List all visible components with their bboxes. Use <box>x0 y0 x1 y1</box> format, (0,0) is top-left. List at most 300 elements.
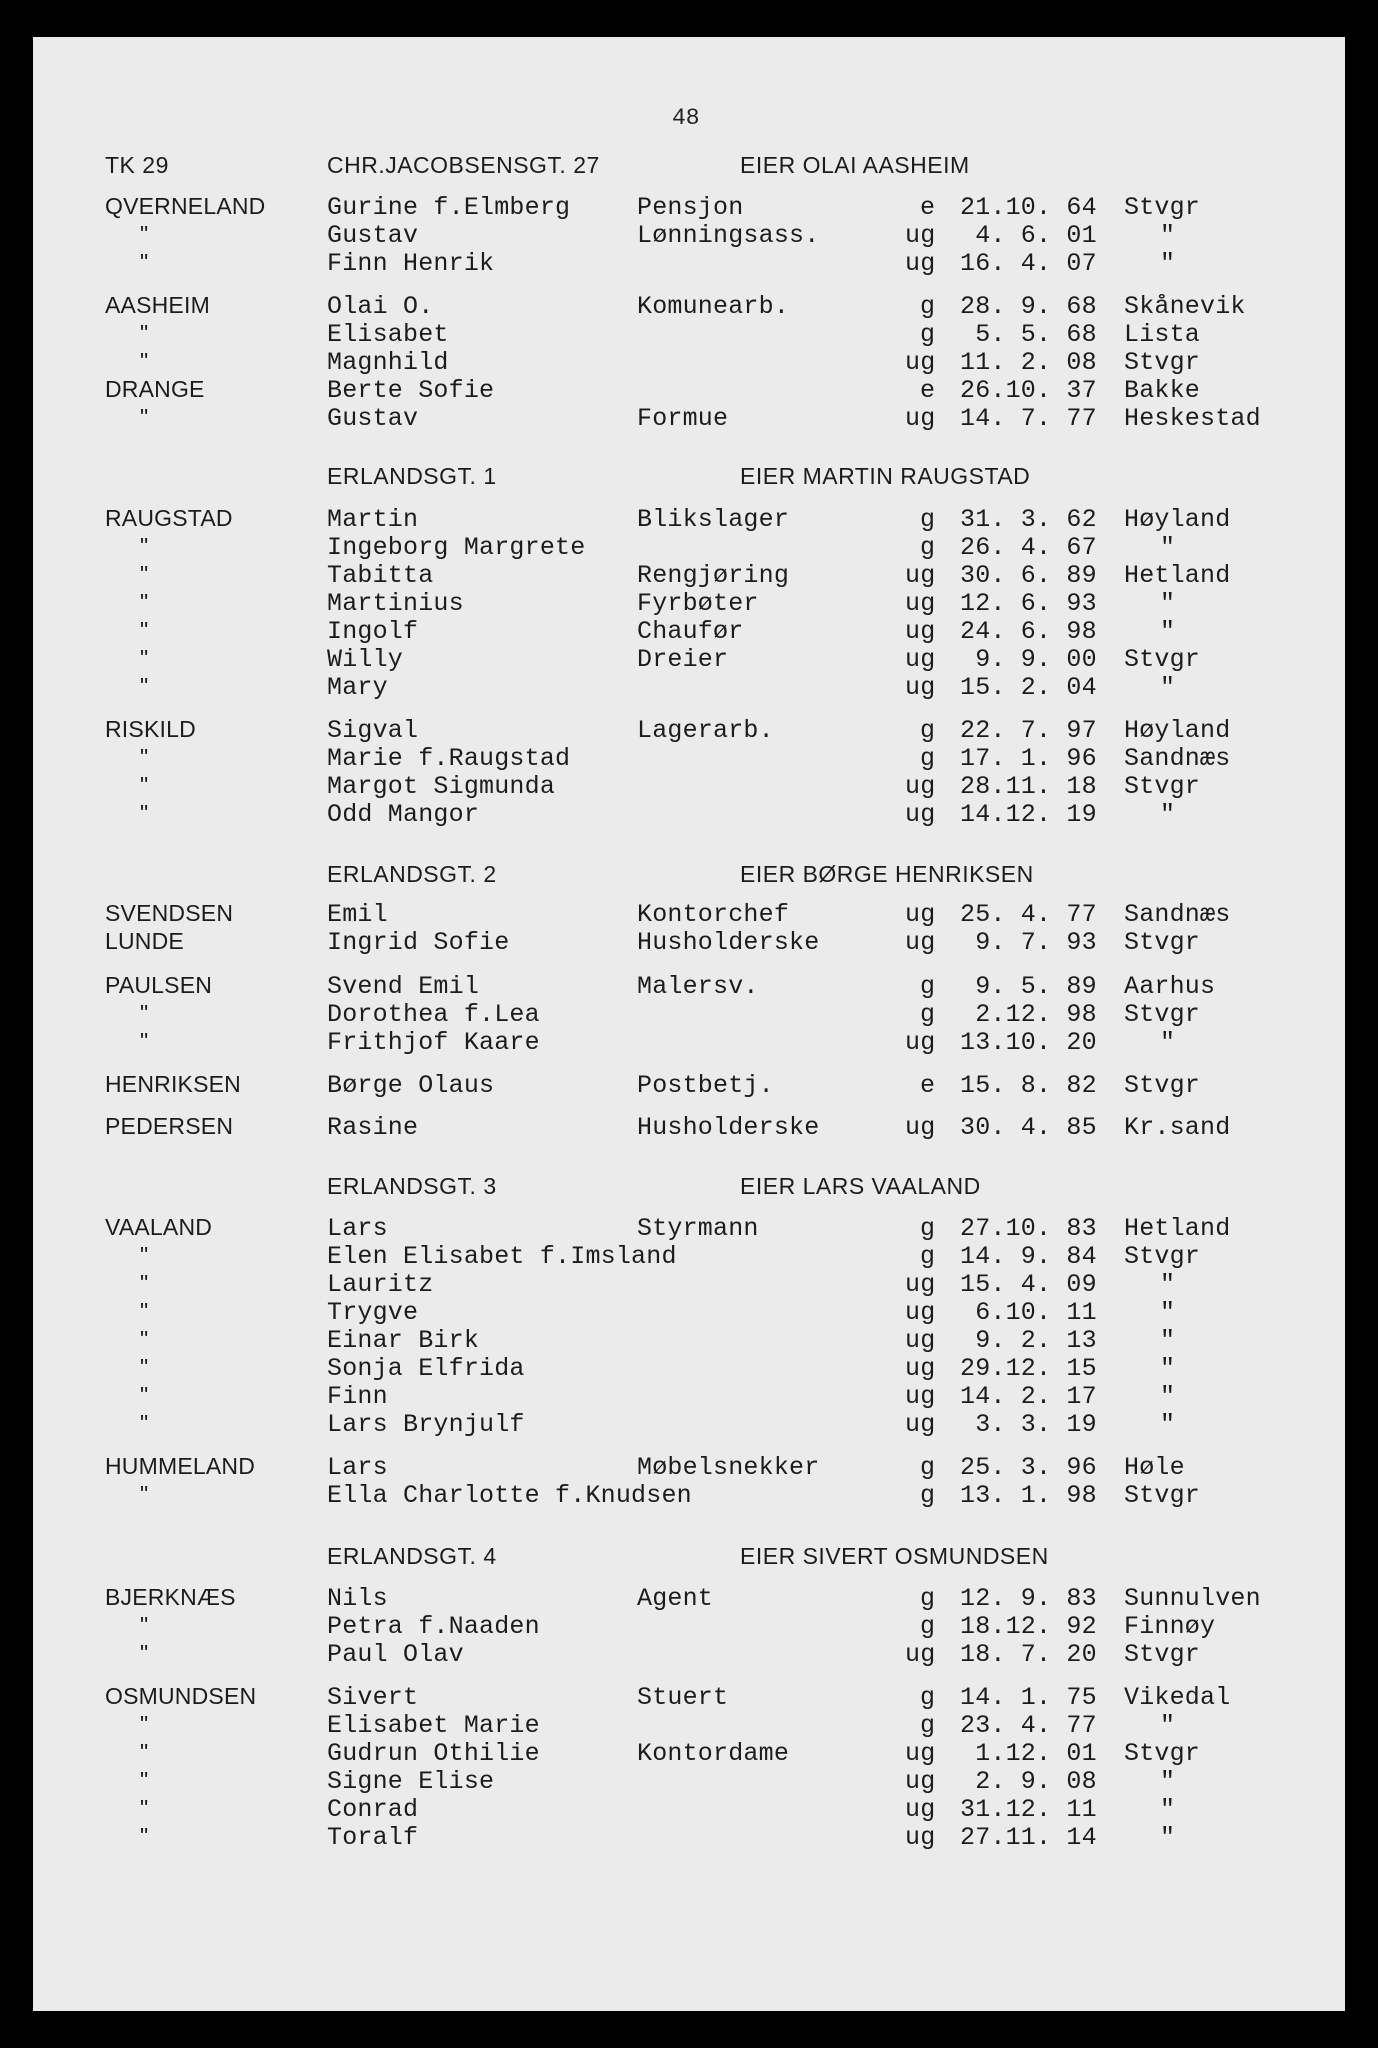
birth-place: Stvgr <box>1124 1739 1201 1768</box>
occupation: Malersv. <box>637 972 759 1001</box>
given-name: Einar Birk <box>327 1326 480 1355</box>
given-name: Elen Elisabet f.Imsland <box>327 1242 677 1271</box>
occupation: Styrmann <box>637 1214 759 1243</box>
marital-status: ug <box>905 348 936 377</box>
resident-row <box>0 1000 1378 1028</box>
given-name: Tabitta <box>327 561 434 590</box>
given-name: Trygve <box>327 1298 419 1327</box>
birth-place: Høyland <box>1124 716 1231 745</box>
birth-date: 1.12. 01 <box>960 1739 1097 1768</box>
marital-status: ug <box>905 1640 936 1669</box>
birth-date: 30. 6. 89 <box>960 561 1097 590</box>
given-name: Gudrun Othilie <box>327 1739 540 1768</box>
birth-date: 3. 3. 19 <box>960 1410 1097 1439</box>
birth-date: 15. 4. 09 <box>960 1270 1097 1299</box>
surname: PEDERSEN <box>105 1113 234 1139</box>
surname: RAUGSTAD <box>105 505 233 531</box>
birth-place: Stvgr <box>1124 1071 1201 1100</box>
birth-date: 25. 4. 77 <box>960 900 1097 929</box>
occupation: Postbetj. <box>637 1071 774 1100</box>
given-name: Gustav <box>327 404 419 433</box>
birth-place: " <box>1160 1823 1176 1852</box>
birth-date: 9. 2. 13 <box>960 1326 1097 1355</box>
surname: " <box>140 645 149 671</box>
birth-date: 21.10. 64 <box>960 193 1097 222</box>
given-name: Mary <box>327 673 388 702</box>
birth-date: 5. 5. 68 <box>960 320 1097 349</box>
birth-place: Stvgr <box>1124 348 1201 377</box>
given-name: Elisabet Marie <box>327 1711 540 1740</box>
marital-status: g <box>920 1000 936 1029</box>
surname: VAALAND <box>105 1214 213 1240</box>
occupation: Husholderske <box>637 928 820 957</box>
given-name: Børge Olaus <box>327 1071 495 1100</box>
birth-date: 28. 9. 68 <box>960 292 1097 321</box>
given-name: Lars Brynjulf <box>327 1410 525 1439</box>
property-owner: EIER SIVERT OSMUNDSEN <box>740 1543 1049 1569</box>
birth-place: " <box>1160 1711 1176 1740</box>
marital-status: ug <box>905 772 936 801</box>
resident-row <box>0 1795 1378 1823</box>
surname: " <box>140 617 149 643</box>
given-name: Sigval <box>327 716 419 745</box>
resident-row <box>0 1382 1378 1410</box>
birth-place: " <box>1160 1298 1176 1327</box>
marital-status: ug <box>905 1795 936 1824</box>
surname: AASHEIM <box>105 292 210 318</box>
given-name: Sonja Elfrida <box>327 1354 525 1383</box>
resident-row <box>0 376 1378 404</box>
birth-place: Sandnæs <box>1124 900 1231 929</box>
resident-row <box>0 292 1378 320</box>
marital-status: g <box>920 1711 936 1740</box>
marital-status: ug <box>905 1823 936 1852</box>
resident-row <box>0 1767 1378 1795</box>
birth-place: Hetland <box>1124 561 1231 590</box>
occupation: Stuert <box>637 1683 729 1712</box>
resident-row <box>0 800 1378 828</box>
street-address: ERLANDSGT. 2 <box>327 861 497 887</box>
marital-status: g <box>920 1584 936 1613</box>
given-name: Conrad <box>327 1795 419 1824</box>
birth-date: 31.12. 11 <box>960 1795 1097 1824</box>
resident-row <box>0 1410 1378 1438</box>
marital-status: ug <box>905 1354 936 1383</box>
given-name: Ingrid Sofie <box>327 928 510 957</box>
birth-place: Stvgr <box>1124 193 1201 222</box>
surname: " <box>140 673 149 699</box>
resident-row <box>0 900 1378 928</box>
birth-place: Stvgr <box>1124 1640 1201 1669</box>
birth-date: 4. 6. 01 <box>960 221 1097 250</box>
resident-row <box>0 1612 1378 1640</box>
surname: " <box>140 744 149 770</box>
birth-date: 24. 6. 98 <box>960 617 1097 646</box>
resident-row <box>0 1298 1378 1326</box>
resident-row <box>0 1028 1378 1056</box>
marital-status: ug <box>905 221 936 250</box>
resident-row <box>0 673 1378 701</box>
marital-status: g <box>920 1214 936 1243</box>
section-header <box>0 463 1378 491</box>
given-name: Signe Elise <box>327 1767 495 1796</box>
marital-status: e <box>920 1071 936 1100</box>
resident-row <box>0 1711 1378 1739</box>
given-name: Elisabet <box>327 320 449 349</box>
resident-row <box>0 1739 1378 1767</box>
birth-place: " <box>1160 1795 1176 1824</box>
birth-date: 12. 9. 83 <box>960 1584 1097 1613</box>
marital-status: g <box>920 972 936 1001</box>
marital-status: g <box>920 744 936 773</box>
marital-status: g <box>920 1242 936 1271</box>
birth-place: Stvgr <box>1124 645 1201 674</box>
surname: " <box>140 1242 149 1268</box>
given-name: Ella Charlotte f.Knudsen <box>327 1481 692 1510</box>
resident-row <box>0 561 1378 589</box>
resident-row <box>0 1481 1378 1509</box>
given-name: Berte Sofie <box>327 376 495 405</box>
occupation: Formue <box>637 404 729 433</box>
given-name: Margot Sigmunda <box>327 772 556 801</box>
tk-label: TK 29 <box>105 152 169 178</box>
marital-status: ug <box>905 1326 936 1355</box>
resident-row <box>0 193 1378 221</box>
birth-place: " <box>1160 533 1176 562</box>
birth-date: 26. 4. 67 <box>960 533 1097 562</box>
birth-place: Høyland <box>1124 505 1231 534</box>
surname: BJERKNÆS <box>105 1584 236 1610</box>
surname: " <box>140 772 149 798</box>
resident-row <box>0 1823 1378 1851</box>
resident-row <box>0 1270 1378 1298</box>
resident-row <box>0 1453 1378 1481</box>
birth-place: " <box>1160 1028 1176 1057</box>
given-name: Lars <box>327 1214 388 1243</box>
birth-place: Lista <box>1124 320 1201 349</box>
marital-status: g <box>920 1481 936 1510</box>
resident-row <box>0 617 1378 645</box>
given-name: Dorothea f.Lea <box>327 1000 540 1029</box>
surname: " <box>140 1354 149 1380</box>
occupation: Rengjøring <box>637 561 790 590</box>
occupation: Komunearb. <box>637 292 790 321</box>
resident-row <box>0 249 1378 277</box>
birth-date: 18. 7. 20 <box>960 1640 1097 1669</box>
surname: " <box>140 1640 149 1666</box>
birth-date: 28.11. 18 <box>960 772 1097 801</box>
given-name: Finn Henrik <box>327 249 495 278</box>
marital-status: ug <box>905 928 936 957</box>
surname: " <box>140 1823 149 1849</box>
surname: QVERNELAND <box>105 193 266 219</box>
resident-row <box>0 1326 1378 1354</box>
surname: " <box>140 348 149 374</box>
marital-status: ug <box>905 404 936 433</box>
resident-row <box>0 1071 1378 1099</box>
birth-place: " <box>1160 617 1176 646</box>
given-name: Sivert <box>327 1683 419 1712</box>
surname: " <box>140 404 149 430</box>
surname: " <box>140 589 149 615</box>
occupation: Kontorchef <box>637 900 790 929</box>
birth-date: 22. 7. 97 <box>960 716 1097 745</box>
given-name: Magnhild <box>327 348 449 377</box>
birth-place: Høle <box>1124 1453 1185 1482</box>
surname: " <box>140 561 149 587</box>
resident-row <box>0 221 1378 249</box>
section-header <box>0 152 1378 180</box>
marital-status: ug <box>905 1270 936 1299</box>
resident-row <box>0 1584 1378 1612</box>
surname: " <box>140 1739 149 1765</box>
surname: " <box>140 1298 149 1324</box>
birth-place: " <box>1160 249 1176 278</box>
resident-row <box>0 505 1378 533</box>
birth-date: 27.11. 14 <box>960 1823 1097 1852</box>
given-name: Martin <box>327 505 419 534</box>
surname: " <box>140 1270 149 1296</box>
marital-status: ug <box>905 1767 936 1796</box>
occupation: Lagerarb. <box>637 716 774 745</box>
marital-status: e <box>920 376 936 405</box>
surname: " <box>140 221 149 247</box>
marital-status: ug <box>905 1410 936 1439</box>
occupation: Fyrbøter <box>637 589 759 618</box>
birth-date: 14. 7. 77 <box>960 404 1097 433</box>
birth-date: 14. 2. 17 <box>960 1382 1097 1411</box>
occupation: Dreier <box>637 645 729 674</box>
marital-status: g <box>920 1612 936 1641</box>
page-number: 48 <box>672 105 700 131</box>
marital-status: ug <box>905 900 936 929</box>
birth-date: 15. 8. 82 <box>960 1071 1097 1100</box>
surname: " <box>140 1410 149 1436</box>
resident-row <box>0 589 1378 617</box>
birth-date: 18.12. 92 <box>960 1612 1097 1641</box>
surname: " <box>140 1612 149 1638</box>
marital-status: g <box>920 533 936 562</box>
given-name: Nils <box>327 1584 388 1613</box>
resident-row <box>0 320 1378 348</box>
birth-date: 27.10. 83 <box>960 1214 1097 1243</box>
surname: " <box>140 1028 149 1054</box>
birth-date: 2. 9. 08 <box>960 1767 1097 1796</box>
street-address: ERLANDSGT. 4 <box>327 1543 497 1569</box>
resident-row <box>0 1113 1378 1141</box>
occupation: Kontordame <box>637 1739 790 1768</box>
surname: " <box>140 1795 149 1821</box>
resident-row <box>0 928 1378 956</box>
birth-place: Stvgr <box>1124 1242 1201 1271</box>
given-name: Petra f.Naaden <box>327 1612 540 1641</box>
section-header <box>0 1173 1378 1201</box>
resident-row <box>0 744 1378 772</box>
birth-place: Bakke <box>1124 376 1201 405</box>
given-name: Ingolf <box>327 617 419 646</box>
given-name: Emil <box>327 900 388 929</box>
birth-date: 13.10. 20 <box>960 1028 1097 1057</box>
birth-date: 6.10. 11 <box>960 1298 1097 1327</box>
birth-place: Stvgr <box>1124 1000 1201 1029</box>
given-name: Rasine <box>327 1113 419 1142</box>
marital-status: g <box>920 1683 936 1712</box>
given-name: Odd Mangor <box>327 800 480 829</box>
surname: LUNDE <box>105 928 184 954</box>
birth-date: 16. 4. 07 <box>960 249 1097 278</box>
birth-date: 14. 1. 75 <box>960 1683 1097 1712</box>
birth-place: Heskestad <box>1124 404 1261 433</box>
surname: " <box>140 1326 149 1352</box>
marital-status: ug <box>905 1298 936 1327</box>
occupation: Husholderske <box>637 1113 820 1142</box>
marital-status: ug <box>905 249 936 278</box>
surname: HUMMELAND <box>105 1453 256 1479</box>
birth-place: " <box>1160 1270 1176 1299</box>
marital-status: ug <box>905 561 936 590</box>
occupation: Chaufør <box>637 617 744 646</box>
property-owner: EIER LARS VAALAND <box>740 1173 981 1199</box>
birth-date: 15. 2. 04 <box>960 673 1097 702</box>
birth-date: 29.12. 15 <box>960 1354 1097 1383</box>
surname: " <box>140 320 149 346</box>
birth-date: 12. 6. 93 <box>960 589 1097 618</box>
surname: " <box>140 800 149 826</box>
marital-status: ug <box>905 617 936 646</box>
occupation: Agent <box>637 1584 714 1613</box>
birth-date: 17. 1. 96 <box>960 744 1097 773</box>
given-name: Olai O. <box>327 292 434 321</box>
marital-status: ug <box>905 800 936 829</box>
street-address: ERLANDSGT. 1 <box>327 463 497 489</box>
occupation: Pensjon <box>637 193 744 222</box>
marital-status: ug <box>905 673 936 702</box>
resident-row <box>0 772 1378 800</box>
birth-date: 9. 7. 93 <box>960 928 1097 957</box>
birth-place: Kr.sand <box>1124 1113 1231 1142</box>
resident-row <box>0 1214 1378 1242</box>
section-header <box>0 1543 1378 1571</box>
marital-status: ug <box>905 645 936 674</box>
given-name: Willy <box>327 645 404 674</box>
birth-date: 25. 3. 96 <box>960 1453 1097 1482</box>
given-name: Gustav <box>327 221 419 250</box>
given-name: Lars <box>327 1453 388 1482</box>
surname: " <box>140 1481 149 1507</box>
birth-place: " <box>1160 673 1176 702</box>
birth-date: 14.12. 19 <box>960 800 1097 829</box>
surname: SVENDSEN <box>105 900 234 926</box>
birth-place: Skånevik <box>1124 292 1246 321</box>
surname: HENRIKSEN <box>105 1071 241 1097</box>
birth-date: 9. 5. 89 <box>960 972 1097 1001</box>
marital-status: g <box>920 292 936 321</box>
surname: " <box>140 1711 149 1737</box>
resident-row <box>0 645 1378 673</box>
resident-row <box>0 1640 1378 1668</box>
given-name: Toralf <box>327 1823 419 1852</box>
marital-status: g <box>920 505 936 534</box>
surname: RISKILD <box>105 716 196 742</box>
property-owner: EIER OLAI AASHEIM <box>740 152 970 178</box>
birth-date: 11. 2. 08 <box>960 348 1097 377</box>
marital-status: ug <box>905 589 936 618</box>
given-name: Ingeborg Margrete <box>327 533 586 562</box>
birth-date: 31. 3. 62 <box>960 505 1097 534</box>
birth-place: " <box>1160 1326 1176 1355</box>
birth-date: 26.10. 37 <box>960 376 1097 405</box>
property-owner: EIER BØRGE HENRIKSEN <box>740 861 1034 887</box>
surname: DRANGE <box>105 376 205 402</box>
surname: " <box>140 1382 149 1408</box>
marital-status: g <box>920 716 936 745</box>
resident-row <box>0 1242 1378 1270</box>
birth-place: Hetland <box>1124 1214 1231 1243</box>
given-name: Lauritz <box>327 1270 434 1299</box>
resident-row <box>0 716 1378 744</box>
birth-date: 13. 1. 98 <box>960 1481 1097 1510</box>
birth-place: Stvgr <box>1124 1481 1201 1510</box>
resident-row <box>0 1683 1378 1711</box>
given-name: Martinius <box>327 589 464 618</box>
marital-status: g <box>920 320 936 349</box>
marital-status: ug <box>905 1382 936 1411</box>
given-name: Paul Olav <box>327 1640 464 1669</box>
birth-date: 30. 4. 85 <box>960 1113 1097 1142</box>
given-name: Finn <box>327 1382 388 1411</box>
marital-status: ug <box>905 1028 936 1057</box>
birth-place: Sunnulven <box>1124 1584 1261 1613</box>
birth-place: Vikedal <box>1124 1683 1231 1712</box>
birth-place: Stvgr <box>1124 928 1201 957</box>
marital-status: ug <box>905 1739 936 1768</box>
birth-place: Aarhus <box>1124 972 1216 1001</box>
birth-place: " <box>1160 1767 1176 1796</box>
resident-row <box>0 972 1378 1000</box>
occupation: Lønningsass. <box>637 221 820 250</box>
birth-place: Finnøy <box>1124 1612 1216 1641</box>
surname: " <box>140 533 149 559</box>
birth-place: " <box>1160 221 1176 250</box>
street-address: ERLANDSGT. 3 <box>327 1173 497 1199</box>
given-name: Gurine f.Elmberg <box>327 193 571 222</box>
birth-place: " <box>1160 1410 1176 1439</box>
birth-place: " <box>1160 1382 1176 1411</box>
marital-status: e <box>920 193 936 222</box>
birth-place: " <box>1160 800 1176 829</box>
given-name: Svend Emil <box>327 972 480 1001</box>
birth-date: 2.12. 98 <box>960 1000 1097 1029</box>
resident-row <box>0 404 1378 432</box>
property-owner: EIER MARTIN RAUGSTAD <box>740 463 1031 489</box>
occupation: Blikslager <box>637 505 790 534</box>
surname: OSMUNDSEN <box>105 1683 257 1709</box>
given-name: Frithjof Kaare <box>327 1028 540 1057</box>
birth-place: " <box>1160 1354 1176 1383</box>
birth-place: " <box>1160 589 1176 618</box>
resident-row <box>0 1354 1378 1382</box>
surname: " <box>140 1000 149 1026</box>
marital-status: g <box>920 1453 936 1482</box>
birth-date: 14. 9. 84 <box>960 1242 1097 1271</box>
resident-row <box>0 348 1378 376</box>
section-header <box>0 861 1378 889</box>
birth-date: 9. 9. 00 <box>960 645 1097 674</box>
resident-row <box>0 533 1378 561</box>
surname: " <box>140 249 149 275</box>
surname: PAULSEN <box>105 972 213 998</box>
marital-status: ug <box>905 1113 936 1142</box>
